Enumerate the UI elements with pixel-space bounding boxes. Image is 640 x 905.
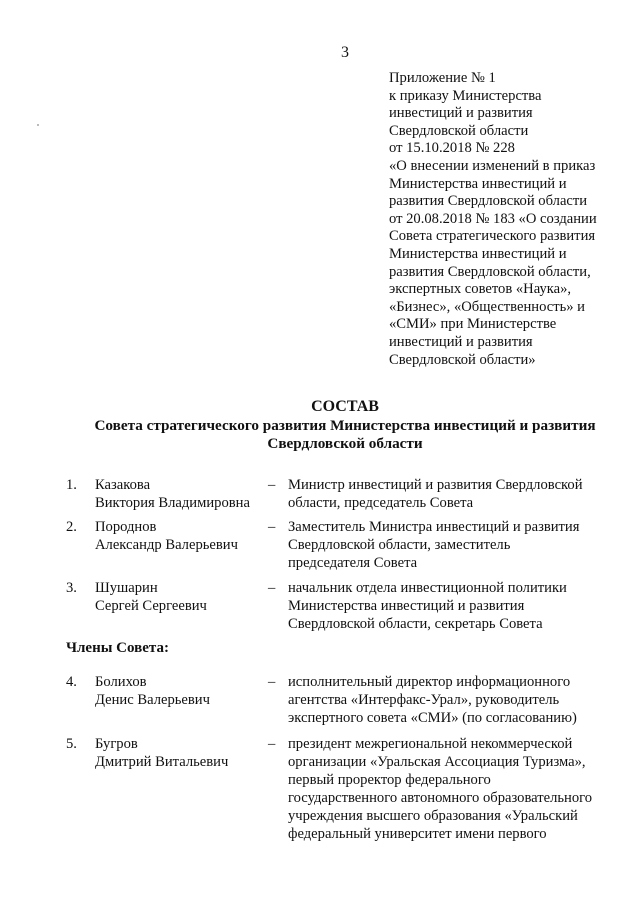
appendix-line: Совета стратегического развития [389,228,596,245]
person-surname: Болихов [95,674,147,690]
item-number: 2. [66,519,77,535]
role-line: Министерства инвестиций и развития [288,598,525,614]
person-role [288,579,618,633]
person-given-name: Виктория Владимировна [95,495,250,511]
title-line: Совета стратегического развития Министерства инвестиций и развития [94,417,596,434]
person-name [95,476,250,512]
separator-dash: – [268,519,276,535]
item-number: 1. [66,477,77,493]
role-line: председателя Совета [288,555,418,571]
appendix-line: Министерства инвестиций и [389,175,567,192]
person-name [95,735,228,771]
person-given-name: Дмитрий Витальевич [95,754,229,770]
person-name [95,518,238,554]
person-surname: Казакова [95,477,151,493]
page-number: 3 [341,44,349,61]
item-number: 3. [66,580,77,596]
title-main: СОСТАВ [311,398,379,415]
role-line: экспертного совета «СМИ» (по согласованию) [288,710,577,726]
appendix-heading [389,70,629,369]
appendix-line: Свердловской области [389,122,529,139]
role-line: президент межрегиональной некоммерческой [288,736,573,752]
person-name [95,673,210,709]
members-heading: Члены Совета: [66,640,169,656]
person-role [288,673,618,727]
person-role [288,476,618,512]
person-given-name: Сергей Сергеевич [95,598,207,614]
appendix-line: развития Свердловской области, [389,263,591,280]
person-surname: Шушарин [95,580,158,596]
role-line: государственного автономного образовательного [288,790,593,806]
separator-dash: – [268,674,276,690]
role-line: федеральный университет имени первого [288,826,547,842]
appendix-line: Приложение № 1 [389,70,496,86]
appendix-line: от 15.10.2018 № 228 [389,140,515,157]
appendix-line: развития Свердловской области [389,193,588,210]
role-line: исполнительный директор информационного [288,674,571,690]
role-line: Заместитель Министра инвестиций и развития [288,519,580,535]
person-surname: Бугров [95,736,138,752]
appendix-line: Свердловской области» [389,351,536,368]
role-line: агентства «Интерфакс-Урал», руководитель [288,692,560,708]
role-line: учреждения высшего образования «Уральский [288,808,578,824]
appendix-line: к приказу Министерства [389,87,542,104]
role-line: начальник отдела инвестиционной политики [288,580,567,596]
scan-speck [37,124,39,126]
appendix-line: инвестиций и развития [389,333,533,350]
person-name [95,579,207,615]
role-line: первый проректор федерального [288,772,491,788]
role-line: организации «Уральская Ассоциация Туризма», [288,754,586,770]
person-given-name: Александр Валерьевич [95,537,238,553]
person-role [288,518,618,572]
appendix-line: «О внесении изменений в приказ [389,157,596,174]
appendix-line: «СМИ» при Министерстве [389,316,557,333]
role-line: Свердловской области, заместитель [288,537,511,553]
person-given-name: Денис Валерьевич [95,692,210,708]
document-title [60,398,630,453]
appendix-line: инвестиций и развития [389,105,533,122]
appendix-line: экспертных советов «Наука», [389,281,572,298]
title-line: Свердловской области [267,435,423,452]
person-surname: Породнов [95,519,157,535]
person-role [288,735,618,843]
appendix-line: «Бизнес», «Общественность» и [389,298,585,315]
role-line: области, председатель Совета [288,495,474,511]
item-number: 4. [66,674,77,690]
appendix-line: Министерства инвестиций и [389,245,567,262]
separator-dash: – [268,580,276,596]
separator-dash: – [268,736,276,752]
item-number: 5. [66,736,77,752]
appendix-line: от 20.08.2018 № 183 «О создании [389,210,597,227]
role-line: Министр инвестиций и развития Свердловской [288,477,583,493]
separator-dash: – [268,477,276,493]
role-line: Свердловской области, секретарь Совета [288,616,543,632]
